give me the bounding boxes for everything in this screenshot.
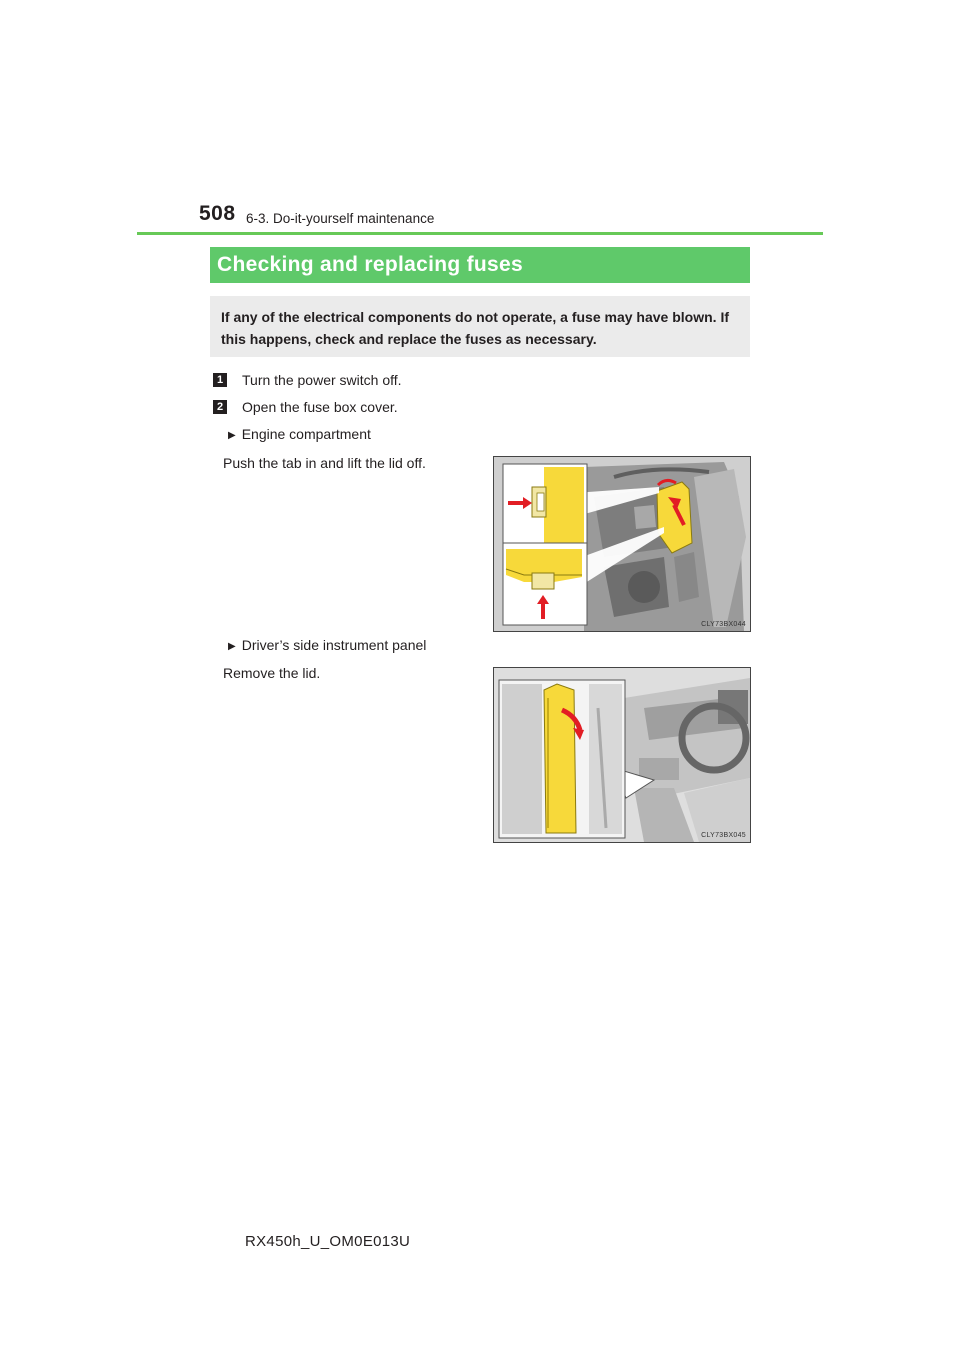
triangle-bullet-icon: ▶	[228, 641, 236, 652]
instrument-panel-fuse-box-figure	[493, 667, 751, 843]
instruction-instrument-panel: Remove the lid.	[223, 665, 321, 681]
footer-model-code: RX450h_U_OM0E013U	[245, 1233, 411, 1250]
section-heading-instrument-panel: ▶ Driver’s side instrument panel	[228, 637, 427, 653]
figure-code: CLY73BX044	[701, 621, 746, 628]
step-1	[213, 372, 402, 388]
intro-line-2: this happens, check and replace the fuses as necessary.	[221, 331, 597, 347]
page-title: Checking and replacing fuses	[210, 247, 750, 283]
section-heading-engine: ▶ Engine compartment	[228, 426, 371, 442]
figure-code: CLY73BX045	[701, 832, 746, 839]
intro-line-1: If any of the electrical components do not operate, a fuse may have blown. If	[221, 309, 729, 325]
step-text: Turn the power switch off.	[242, 372, 402, 388]
section-title: 6-3. Do-it-yourself maintenance	[246, 211, 435, 226]
page-number: 508	[199, 202, 236, 225]
engine-compartment-illustration	[494, 457, 750, 631]
step-2	[213, 399, 398, 415]
step-number-badge: 2	[213, 400, 227, 414]
instruction-engine: Push the tab in and lift the lid off.	[223, 455, 426, 471]
engine-fuse-box-figure	[493, 456, 751, 632]
header-divider	[137, 232, 823, 235]
step-text: Open the fuse box cover.	[242, 399, 398, 415]
step-number-badge: 1	[213, 373, 227, 387]
triangle-bullet-icon: ▶	[228, 430, 236, 441]
intro-box	[210, 296, 750, 357]
instrument-panel-illustration	[494, 668, 750, 842]
